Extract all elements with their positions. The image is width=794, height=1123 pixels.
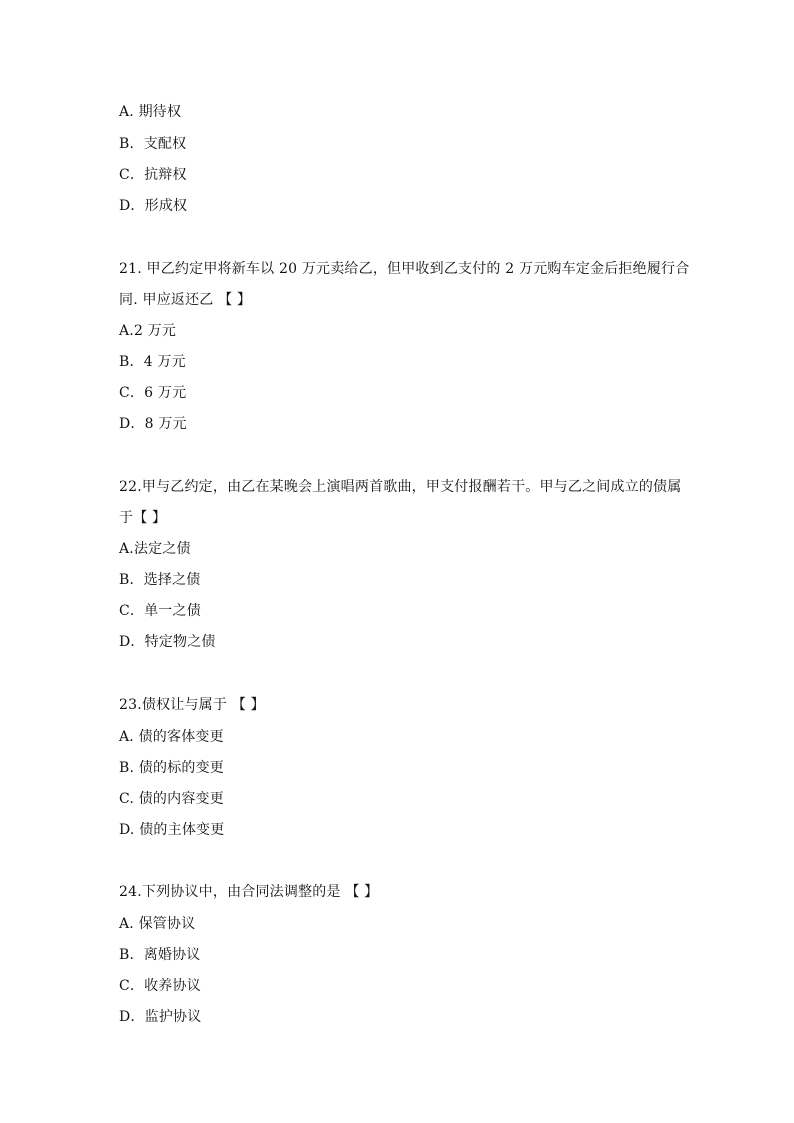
question-23-option-d: D. 债的主体变更 xyxy=(119,822,225,838)
question-23-option-b: B. 债的标的变更 xyxy=(119,760,224,776)
question-21-option-a: A.2 万元 xyxy=(119,323,177,339)
question-24-stem: 24.下列协议中，由合同法调整的是 【 】 xyxy=(119,884,379,900)
question-23-option-a: A. 债的客体变更 xyxy=(119,729,224,745)
question-23-option-c: C. 债的内容变更 xyxy=(119,791,224,807)
option-c: C．抗辩权 xyxy=(119,167,187,183)
question-22-stem: 22.甲与乙约定，由乙在某晚会上演唱两首歌曲，甲支付报酬若干。甲与乙之间成立的债属 xyxy=(119,479,682,495)
option-b: B．支配权 xyxy=(119,136,187,152)
question-22-option-d: D．特定物之债 xyxy=(119,634,216,650)
question-22-option-b: B．选择之债 xyxy=(119,572,201,588)
option-a: A. 期待权 xyxy=(119,104,182,120)
question-22-option-a: A.法定之债 xyxy=(119,541,191,557)
question-21-option-c: C．6 万元 xyxy=(119,385,187,401)
question-22-option-c: C．单一之债 xyxy=(119,603,201,619)
question-24-option-d: D．监护协议 xyxy=(119,1009,202,1025)
question-22-stem-cont: 于【 】 xyxy=(119,510,167,526)
question-21-option-b: B．4 万元 xyxy=(119,354,186,370)
question-24-option-c: C．收养协议 xyxy=(119,978,201,994)
question-23-stem: 23.债权让与属于 【 】 xyxy=(119,697,265,713)
question-21-stem-cont: 同. 甲应返还乙 【 】 xyxy=(119,292,252,308)
question-21-option-d: D．8 万元 xyxy=(119,416,187,432)
option-d: D．形成权 xyxy=(119,198,188,214)
question-21-stem: 21. 甲乙约定甲将新车以 20 万元卖给乙，但甲收到乙支付的 2 万元购车定金后拒绝履行合 xyxy=(119,261,690,277)
question-24-option-a: A. 保管协议 xyxy=(119,916,196,932)
question-24-option-b: B．离婚协议 xyxy=(119,947,201,963)
